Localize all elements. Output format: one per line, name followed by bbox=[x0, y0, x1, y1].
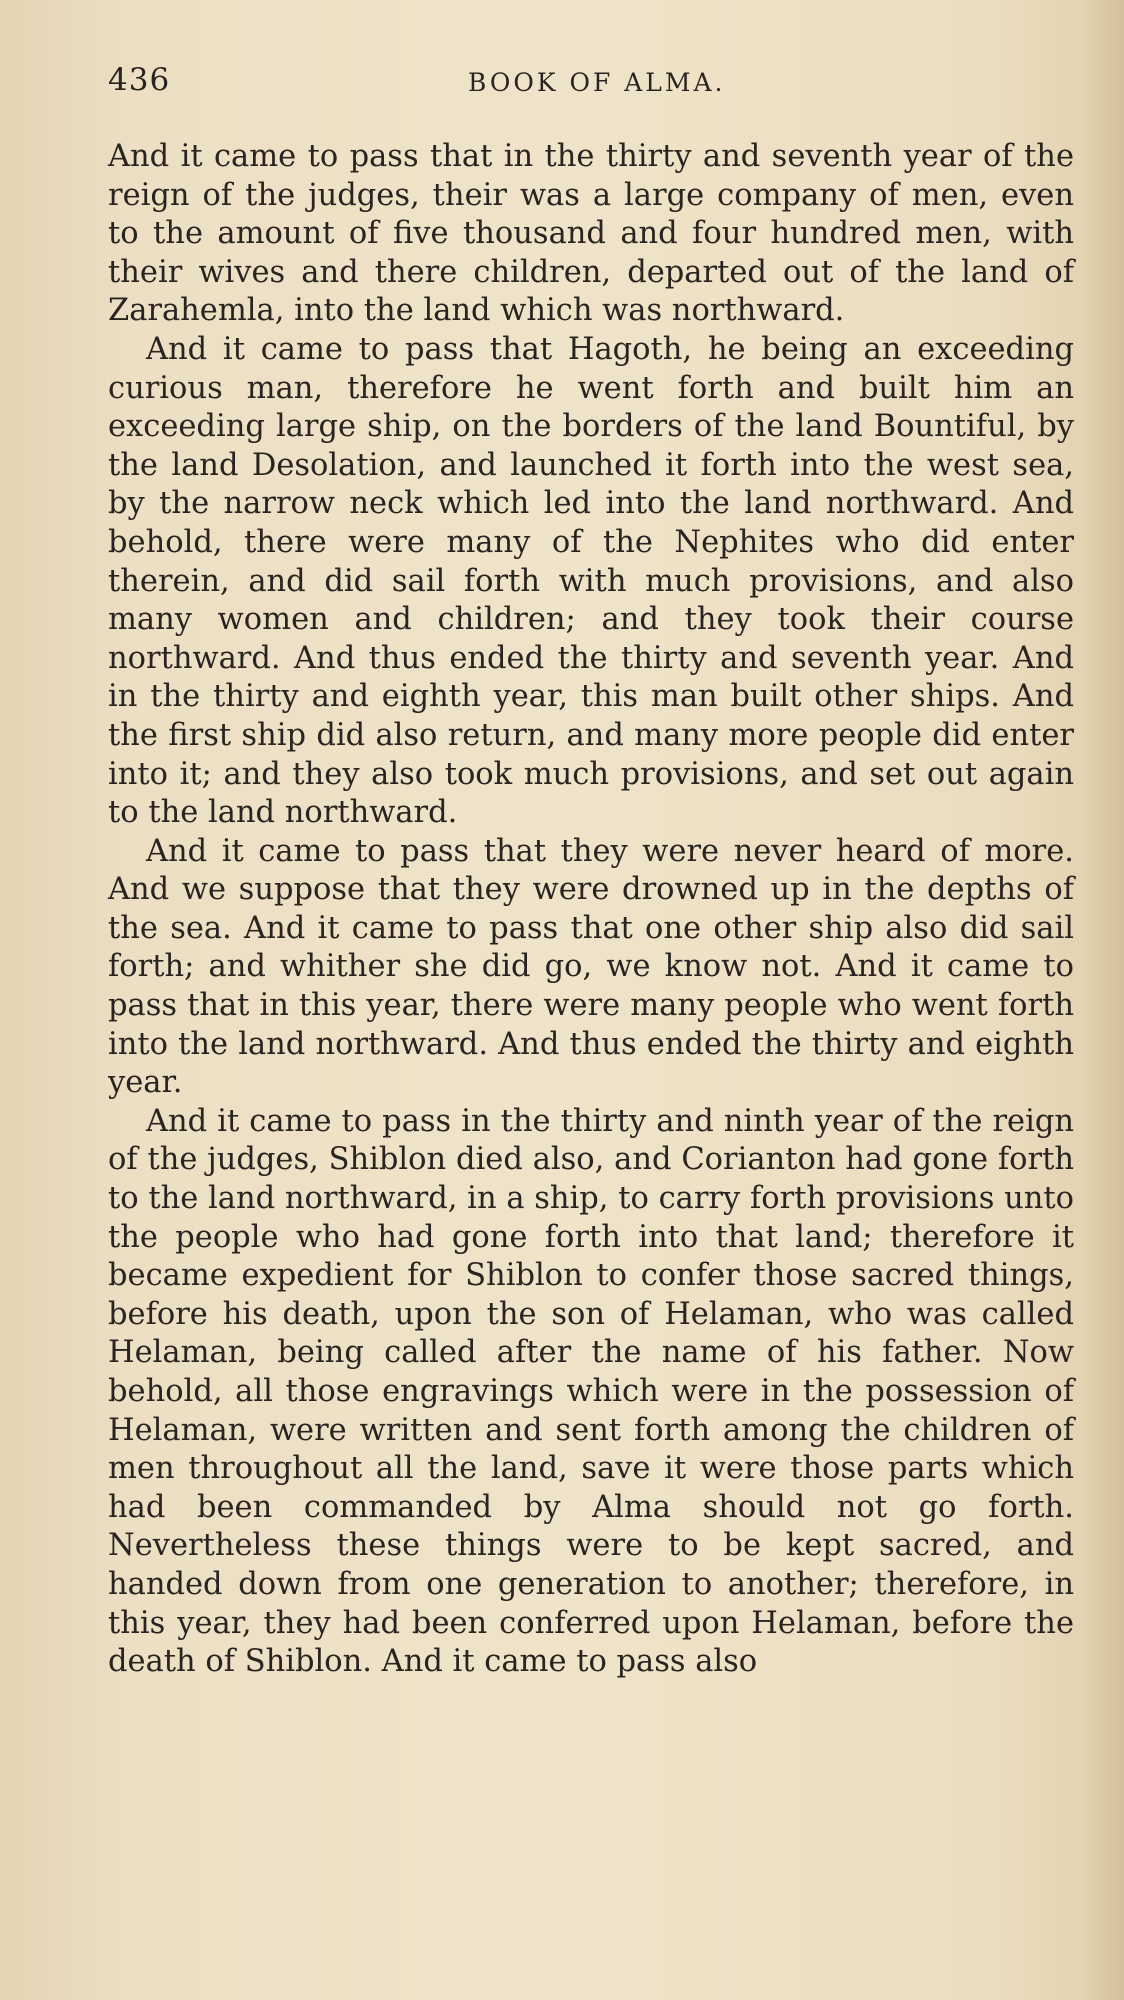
book-title: BOOK OF ALMA. bbox=[468, 68, 726, 97]
paragraph-2: And it came to pass that Hagoth, he being an exceeding curious man, therefore he went forth and built him an exceeding large ship, on the borders of the land Bountiful, by the land Desolation, and launched it forth into the west sea, by the narrow neck which led into the land northward. And behold, there were many of the Nephites who did enter therein, and did sail forth with much provisions, and also many women and children; and they took their course northward. And thus ended the thirty and seventh year. And in the thirty and eighth year, this man built other ships. And the first ship did also return, and many more people did enter into it; and they also took much provisions, and set out again to the land northward. bbox=[108, 331, 1074, 831]
body-text bbox=[108, 138, 1074, 1682]
page-edge-shading bbox=[1084, 0, 1124, 2000]
paragraph-3: And it came to pass that they were never heard of more. And we suppose that they were drowned up in the depths of the sea. And it came to pass that one other ship also did sail forth; and whither she did go, we know not. And it came to pass that in this year, there were many people who went forth into the land northward. And thus ended the thirty and eighth year. bbox=[108, 833, 1074, 1101]
paragraph-1: And it came to pass that in the thirty and seventh year of the reign of the judges, their was a large company of men, even to the amount of five thousand and four hundred men, with their wives and there children, departed out of the land of Zarahemla, into the land which was northward. bbox=[108, 139, 1074, 329]
running-head bbox=[108, 62, 1074, 102]
page-number: 436 bbox=[108, 62, 171, 98]
paragraph-4: And it came to pass in the thirty and ninth year of the reign of the judges, Shiblon died also, and Corianton had gone forth to the land northward, in a ship, to carry forth provisions unto the people who had gone forth into that land; therefore it became expedient for Shiblon to confer those sacred things, before his death, upon the son of Helaman, who was called Helaman, being called after the name of his father. Now behold, all those engravings which were in the possession of Helaman, were written and sent forth among the children of men throughout all the land, save it were those parts which had been commanded by Alma should not go forth. Nevertheless these things were to be kept sacred, and handed down from one generation to another; therefore, in this year, they had been conferred upon Helaman, before the death of Shiblon. And it came to pass also bbox=[108, 1103, 1074, 1680]
